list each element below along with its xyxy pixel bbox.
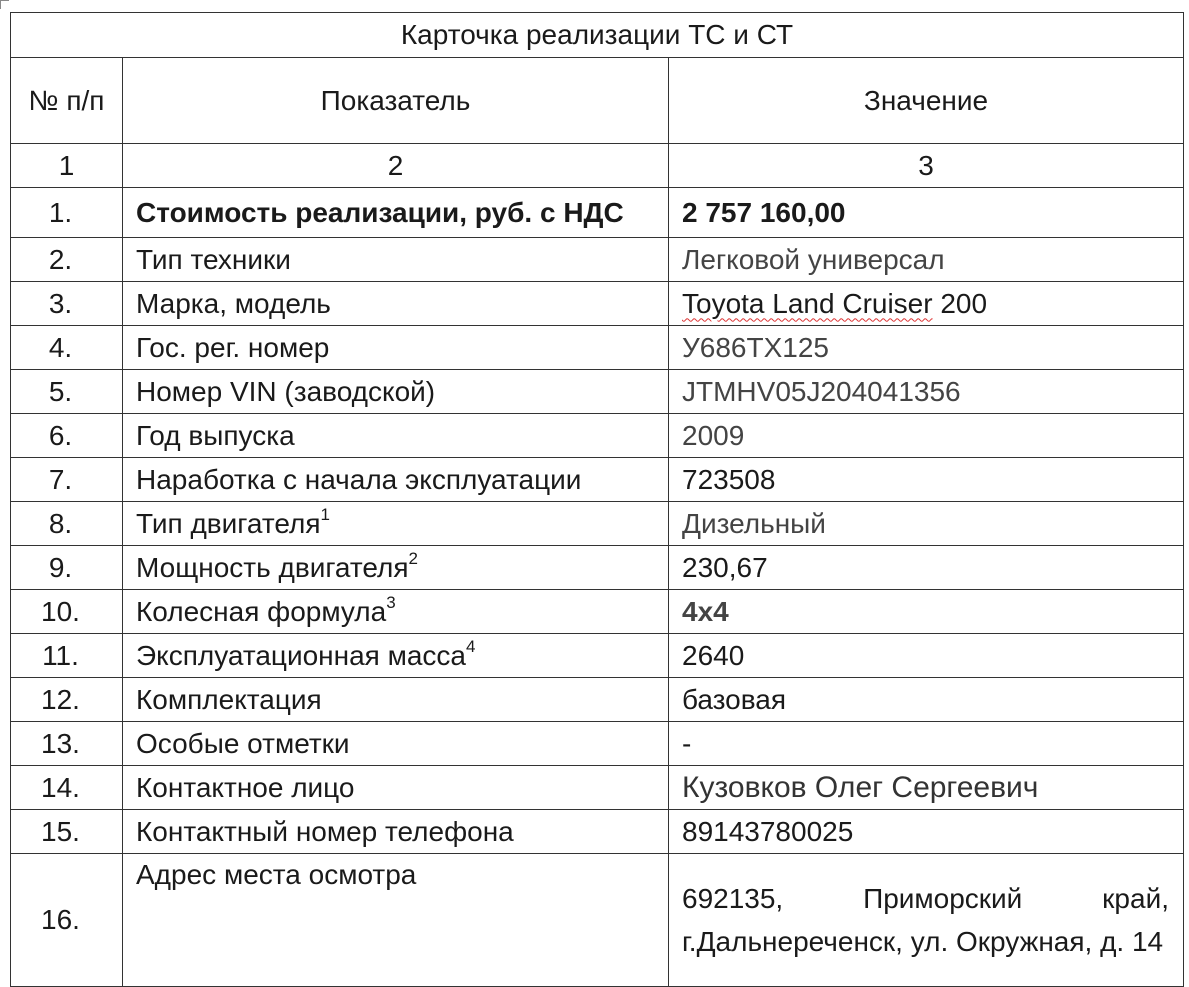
- row-number: 14.: [11, 766, 123, 810]
- row-number: 16.: [11, 854, 123, 987]
- footnote-marker: 1: [320, 504, 330, 524]
- row-number: 6.: [11, 414, 123, 458]
- table-row: [11, 722, 1184, 766]
- row-number: 5.: [11, 370, 123, 414]
- row-value: -: [669, 722, 1184, 766]
- indicator-text: Мощность двигателя: [136, 551, 409, 583]
- row-value: 230,67: [669, 546, 1184, 590]
- vehicle-sale-card-table: [10, 12, 1184, 987]
- row-indicator: Контактный номер телефона: [123, 810, 669, 854]
- row-value: Дизельный: [669, 502, 1184, 546]
- table-row: [11, 238, 1184, 282]
- row-indicator: Комплектация: [123, 678, 669, 722]
- row-indicator: Гос. рег. номер: [123, 326, 669, 370]
- indicator-text: Эксплуатационная масса: [136, 639, 466, 671]
- column-number: 2: [123, 144, 669, 188]
- table-row: [11, 546, 1184, 590]
- table-title: Карточка реализации ТС и СТ: [11, 13, 1184, 58]
- row-number: 11.: [11, 634, 123, 678]
- table-row: [11, 458, 1184, 502]
- table-row: [11, 414, 1184, 458]
- row-value: У686ТХ125: [669, 326, 1184, 370]
- table-row: [11, 678, 1184, 722]
- column-number: 3: [669, 144, 1184, 188]
- row-number: 1.: [11, 188, 123, 238]
- spellcheck-underlined-text: Toyota Land Cruiser: [682, 287, 933, 319]
- row-indicator: Особые отметки: [123, 722, 669, 766]
- row-number: 12.: [11, 678, 123, 722]
- table-row: [11, 502, 1184, 546]
- table-row: [11, 326, 1184, 370]
- row-value: Легковой универсал: [669, 238, 1184, 282]
- row-value: 2009: [669, 414, 1184, 458]
- header-num: № п/п: [11, 58, 123, 144]
- footnote-marker: 4: [466, 636, 476, 656]
- table-row: [11, 282, 1184, 326]
- row-value: Кузовков Олег Сергеевич: [669, 766, 1184, 810]
- row-indicator: Год выпуска: [123, 414, 669, 458]
- header-value: Значение: [669, 58, 1184, 144]
- row-value: 89143780025: [669, 810, 1184, 854]
- row-value: 4x4: [669, 590, 1184, 634]
- indicator-text: Колесная формула: [136, 595, 387, 627]
- row-indicator: Адрес места осмотра: [123, 854, 669, 987]
- row-value: 2640: [669, 634, 1184, 678]
- table-row: [11, 854, 1184, 987]
- row-value: 723508: [669, 458, 1184, 502]
- row-value: базовая: [669, 678, 1184, 722]
- row-number: 4.: [11, 326, 123, 370]
- row-number: 7.: [11, 458, 123, 502]
- row-indicator: Стоимость реализации, руб. с НДС: [123, 188, 669, 238]
- row-indicator: Наработка с начала эксплуатации: [123, 458, 669, 502]
- row-indicator: [123, 590, 669, 634]
- header-indicator: Показатель: [123, 58, 669, 144]
- table-row: [11, 188, 1184, 238]
- table-row: [11, 590, 1184, 634]
- row-value: JTMHV05J204041356: [669, 370, 1184, 414]
- row-number: 13.: [11, 722, 123, 766]
- row-indicator: Марка, модель: [123, 282, 669, 326]
- row-number: 15.: [11, 810, 123, 854]
- row-number: 10.: [11, 590, 123, 634]
- table-row: [11, 634, 1184, 678]
- column-number: 1: [11, 144, 123, 188]
- table-row: [11, 766, 1184, 810]
- indicator-text: Тип двигателя: [136, 507, 321, 539]
- row-value: [669, 282, 1184, 326]
- row-number: 8.: [11, 502, 123, 546]
- row-indicator: [123, 546, 669, 590]
- row-value: 692135, Приморский край, г.Дальнереченск, ул. Окружная, д. 14: [669, 854, 1184, 987]
- row-indicator: Тип техники: [123, 238, 669, 282]
- footnote-marker: 2: [408, 548, 419, 568]
- row-number: 3.: [11, 282, 123, 326]
- row-indicator: [123, 634, 669, 678]
- row-value: 2 757 160,00: [669, 188, 1184, 238]
- row-indicator: Номер VIN (заводской): [123, 370, 669, 414]
- row-indicator: [123, 502, 669, 546]
- footnote-marker: 3: [386, 592, 396, 612]
- table-row: [11, 370, 1184, 414]
- table-row: [11, 810, 1184, 854]
- row-number: 2.: [11, 238, 123, 282]
- row-number: 9.: [11, 546, 123, 590]
- row-indicator: Контактное лицо: [123, 766, 669, 810]
- corner-marker: [0, 0, 9, 9]
- model-text: 200: [932, 287, 988, 319]
